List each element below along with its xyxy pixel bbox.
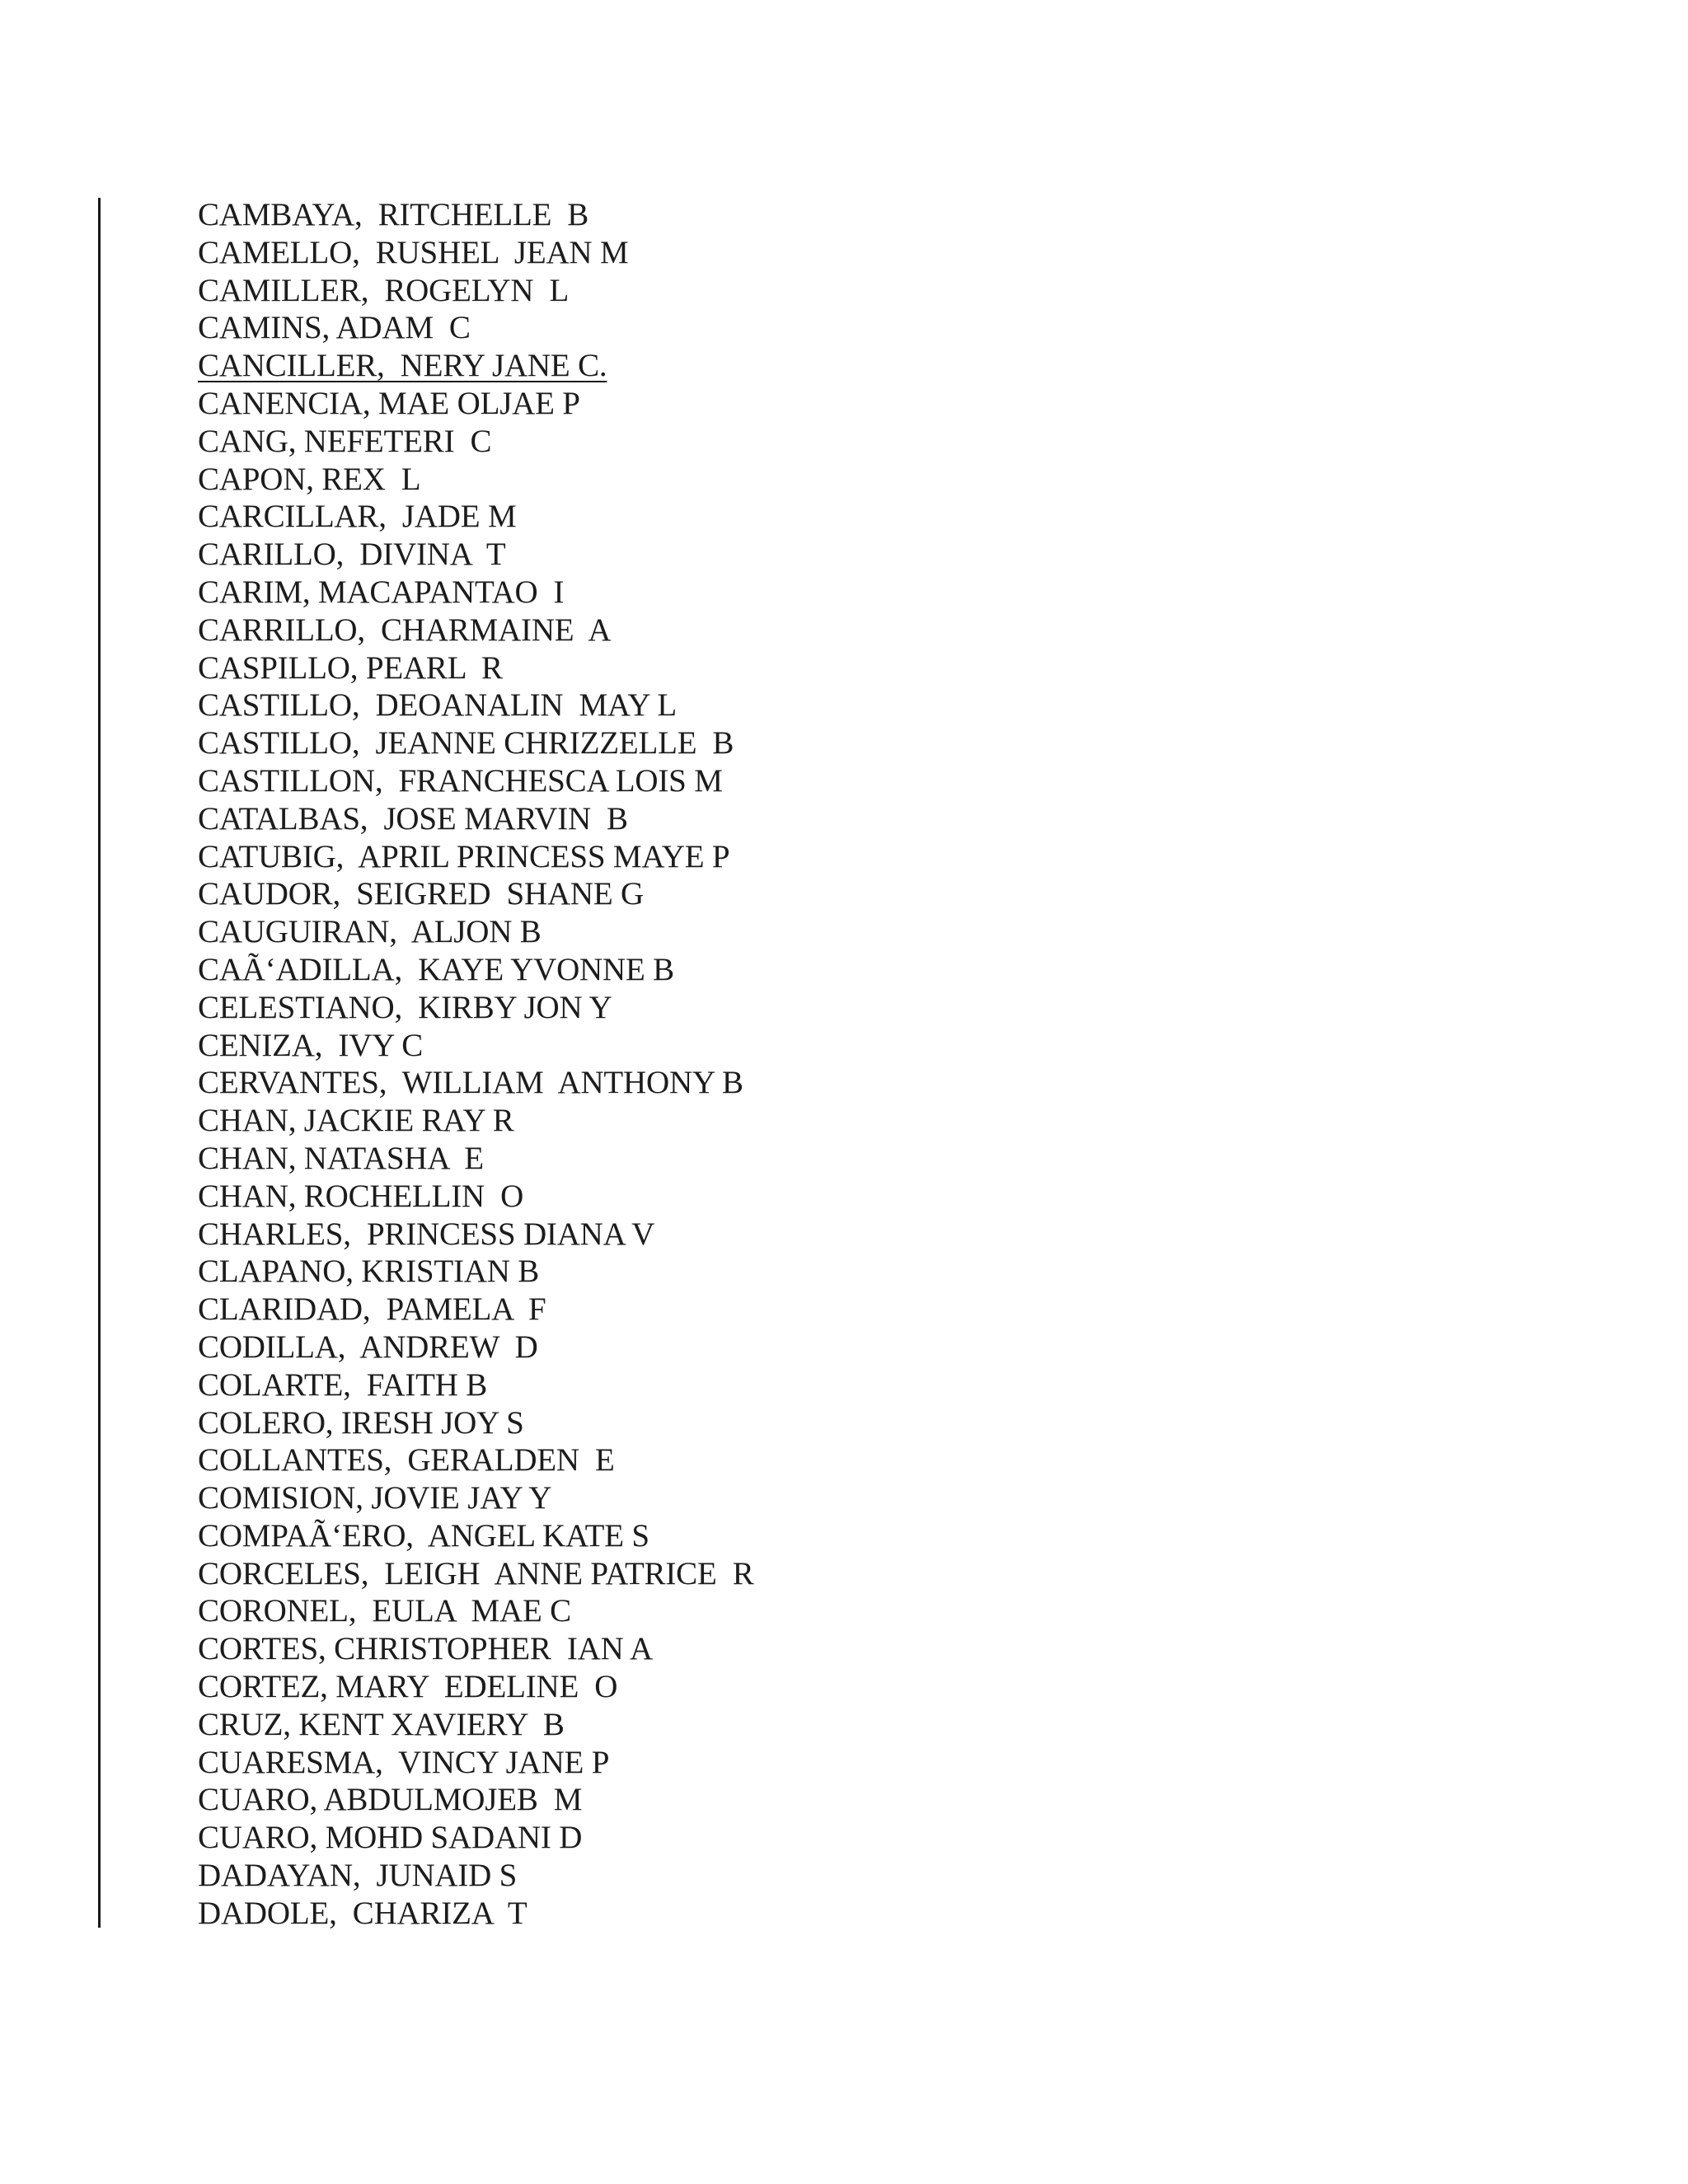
name-entry (198, 1744, 754, 1782)
name-entry (198, 498, 754, 536)
name-text: CARRILLO, CHARMAINE A (198, 612, 612, 648)
name-entry (198, 1216, 754, 1254)
name-text: CARILLO, DIVINA T (198, 537, 506, 573)
name-entry (198, 762, 754, 800)
name-entry (198, 1441, 754, 1479)
name-entry (198, 347, 754, 385)
name-entry (198, 1517, 754, 1555)
name-text: CAMELLO, RUSHEL JEAN M (198, 234, 629, 270)
name-entry (198, 1027, 754, 1065)
name-text: CAMINS, ADAM C (198, 310, 471, 346)
name-text: CORONEL, EULA MAE C (198, 1593, 571, 1629)
name-text: CUARO, ABDULMOJEB M (198, 1782, 583, 1818)
name-entry (198, 649, 754, 687)
name-text: CATUBIG, APRIL PRINCESS MAYE P (198, 838, 730, 874)
name-text: CARIM, MACAPANTAO I (198, 574, 565, 610)
name-text: CAUDOR, SEIGRED SHANE G (198, 876, 645, 912)
name-text: CORTES, CHRISTOPHER IAN A (198, 1631, 653, 1667)
name-entry (198, 951, 754, 989)
name-entry (198, 309, 754, 347)
name-entry (198, 1291, 754, 1329)
name-text: COLERO, IRESH JOY S (198, 1404, 524, 1441)
name-entry (198, 612, 754, 649)
name-text: CRUZ, KENT XAVIERY B (198, 1706, 565, 1742)
name-entry (198, 913, 754, 951)
name-text: COLARTE, FAITH B (198, 1366, 488, 1403)
name-entry (198, 838, 754, 876)
name-entry (198, 1857, 754, 1895)
name-entry (198, 724, 754, 762)
name-entry (198, 1706, 754, 1744)
name-text: CHARLES, PRINCESS DIANA V (198, 1216, 655, 1252)
name-text: CASPILLO, PEARL R (198, 649, 503, 686)
name-text: CLARIDAD, PAMELA F (198, 1291, 546, 1328)
name-entry (198, 461, 754, 499)
name-text: CANG, NEFETERI C (198, 423, 492, 459)
name-list (198, 196, 754, 1933)
name-text: CELESTIANO, KIRBY JON Y (198, 989, 612, 1025)
name-text: CODILLA, ANDREW D (198, 1329, 538, 1365)
revision-bar (98, 198, 101, 1928)
name-text: DADAYAN, JUNAID S (198, 1858, 518, 1894)
name-text: CAMBAYA, RITCHELLE B (198, 197, 589, 232)
name-entry (198, 1781, 754, 1819)
name-text: CANENCIA, MAE OLJAE P (198, 385, 580, 421)
name-text: CENIZA, IVY C (198, 1027, 424, 1063)
name-text: COMPAÃ‘ERO, ANGEL KATE S (198, 1517, 649, 1554)
name-entry (198, 1555, 754, 1593)
name-text: CAÃ‘ADILLA, KAYE YVONNE B (198, 951, 674, 987)
name-text: CASTILLO, DEOANALIN MAY L (198, 687, 678, 724)
name-text: CARCILLAR, JADE M (198, 499, 517, 535)
name-entry (198, 385, 754, 423)
name-text: CANCILLER, NERY JANE C. (198, 348, 607, 384)
name-entry (198, 1819, 754, 1857)
name-text: CATALBAS, JOSE MARVIN B (198, 800, 628, 837)
name-text: CHAN, JACKIE RAY R (198, 1103, 514, 1139)
name-text: CASTILLO, JEANNE CHRIZZELLE B (198, 725, 734, 762)
name-entry (198, 574, 754, 612)
name-text: COMISION, JOVIE JAY Y (198, 1480, 552, 1516)
name-entry (198, 272, 754, 310)
name-text: CAPON, REX L (198, 461, 421, 497)
name-entry (198, 1592, 754, 1630)
name-entry (198, 1253, 754, 1291)
name-entry (198, 1329, 754, 1366)
name-text: CHAN, NATASHA E (198, 1140, 484, 1176)
name-entry (198, 423, 754, 461)
name-entry (198, 1668, 754, 1706)
name-entry (198, 196, 754, 234)
name-entry (198, 536, 754, 574)
name-entry (198, 875, 754, 913)
name-text: CLAPANO, KRISTIAN B (198, 1254, 540, 1290)
name-text: CORCELES, LEIGH ANNE PATRICE R (198, 1555, 754, 1591)
name-text: CAUGUIRAN, ALJON B (198, 914, 542, 950)
name-entry (198, 1064, 754, 1102)
name-entry (198, 1140, 754, 1178)
name-text: CAMILLER, ROGELYN L (198, 272, 570, 308)
name-entry (198, 1630, 754, 1668)
name-entry (198, 1178, 754, 1216)
name-text: COLLANTES, GERALDEN E (198, 1442, 615, 1479)
name-text: CASTILLON, FRANCHESCA LOIS M (198, 762, 723, 799)
name-entry (198, 1895, 754, 1933)
name-entry (198, 687, 754, 724)
name-text: CHAN, ROCHELLIN O (198, 1178, 524, 1214)
name-entry (198, 989, 754, 1027)
name-text: CERVANTES, WILLIAM ANTHONY B (198, 1065, 743, 1101)
name-entry (198, 1366, 754, 1404)
name-entry (198, 1102, 754, 1140)
name-text: CUARESMA, VINCY JANE P (198, 1744, 610, 1780)
name-text: CORTEZ, MARY EDELINE O (198, 1669, 618, 1705)
name-entry (198, 234, 754, 272)
name-entry (198, 1404, 754, 1442)
name-text: DADOLE, CHARIZA T (198, 1895, 528, 1931)
name-text: CUARO, MOHD SADANI D (198, 1820, 583, 1856)
name-entry (198, 800, 754, 838)
name-entry (198, 1479, 754, 1517)
